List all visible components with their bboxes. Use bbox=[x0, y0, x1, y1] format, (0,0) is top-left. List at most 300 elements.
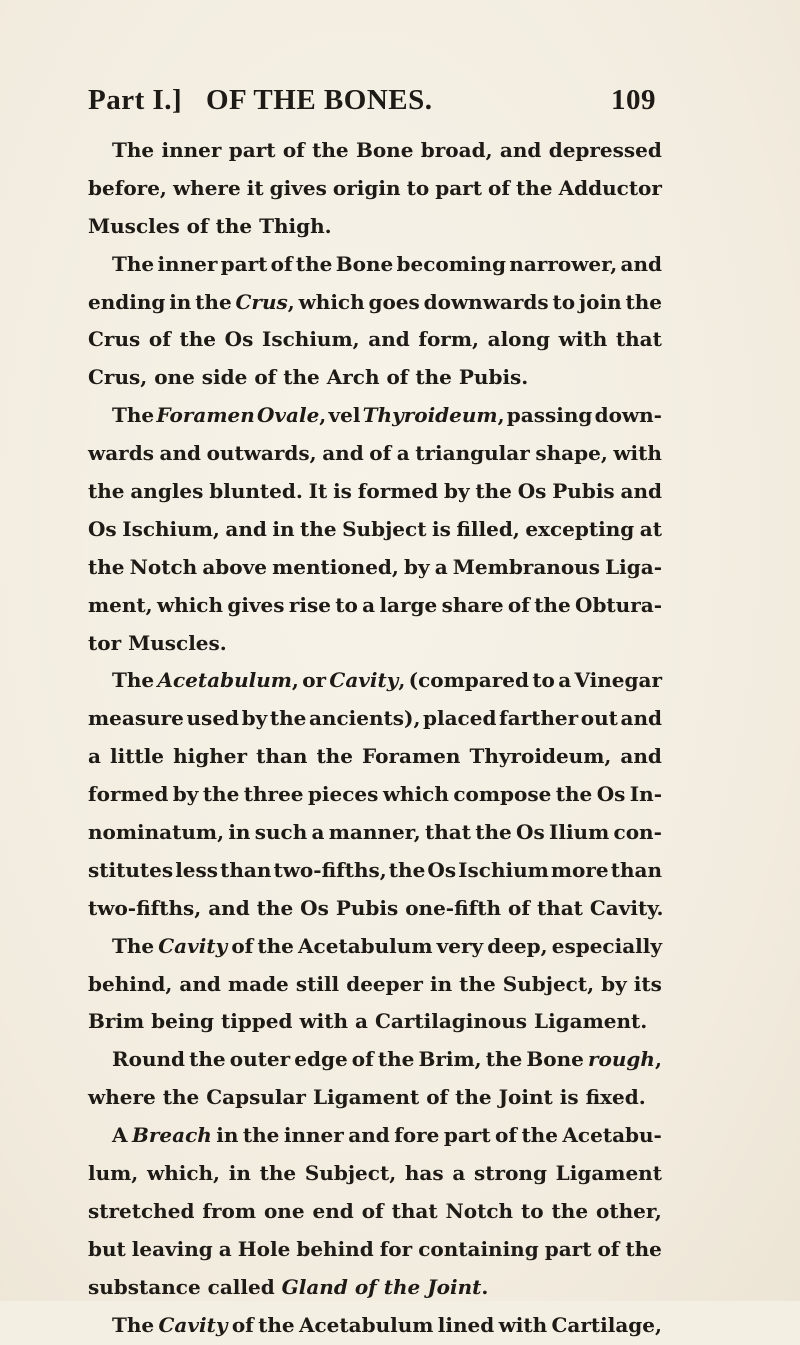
word: the bbox=[259, 1161, 297, 1186]
running-header bbox=[88, 84, 656, 124]
word: angles bbox=[130, 479, 204, 504]
word: containing bbox=[418, 1236, 539, 1261]
word: con- bbox=[613, 820, 662, 845]
word: and bbox=[499, 138, 542, 162]
word: narrower, bbox=[509, 251, 618, 276]
word: and bbox=[322, 441, 364, 466]
word: filled, bbox=[456, 516, 520, 541]
word: where bbox=[172, 175, 241, 200]
word: part bbox=[544, 1236, 592, 1261]
word: Ligament. bbox=[534, 1009, 648, 1034]
word: the bbox=[312, 138, 349, 162]
word: vel bbox=[328, 403, 361, 428]
word: Notch bbox=[129, 554, 198, 579]
word: with bbox=[498, 1312, 548, 1337]
word: along bbox=[487, 327, 551, 352]
word: of bbox=[386, 365, 409, 390]
word: Pubis bbox=[552, 479, 615, 504]
word: that bbox=[391, 1198, 438, 1223]
word: shape, bbox=[535, 441, 608, 466]
word: Bone bbox=[526, 1047, 584, 1072]
word: Capsular bbox=[206, 1085, 306, 1110]
word: nominatum, bbox=[88, 820, 225, 845]
word: of bbox=[354, 1274, 377, 1299]
word: of bbox=[351, 1047, 374, 1072]
word: Bone bbox=[355, 138, 414, 162]
page-number: 109 bbox=[611, 84, 656, 116]
word: Os bbox=[516, 820, 545, 845]
word: Subject, bbox=[304, 1161, 397, 1186]
word: the bbox=[388, 857, 426, 882]
word: ancients), bbox=[308, 706, 421, 731]
word: a bbox=[88, 744, 101, 769]
text-line bbox=[88, 246, 662, 284]
word: especially bbox=[551, 933, 662, 958]
word: Gland bbox=[281, 1274, 348, 1299]
word: with bbox=[299, 1009, 349, 1034]
word: Muscles bbox=[88, 213, 180, 238]
word: more bbox=[550, 857, 609, 882]
word: its bbox=[633, 971, 662, 996]
word: one bbox=[154, 365, 195, 390]
word: Thyroideum, bbox=[362, 403, 505, 428]
text-line bbox=[88, 549, 662, 587]
word: the bbox=[215, 213, 253, 238]
text-line bbox=[88, 966, 662, 1004]
word: Cavity. bbox=[589, 895, 664, 920]
word: Foramen bbox=[362, 744, 461, 769]
word: by bbox=[404, 554, 430, 579]
word: Brim bbox=[88, 1009, 145, 1034]
word: The bbox=[112, 668, 155, 693]
word: Ilium bbox=[548, 820, 610, 845]
word: Os bbox=[427, 857, 457, 882]
word: the bbox=[256, 895, 294, 920]
word: of bbox=[361, 1198, 384, 1223]
word: inner bbox=[283, 1123, 344, 1148]
word: is bbox=[559, 1085, 579, 1110]
word: is bbox=[431, 516, 451, 541]
word: behind, bbox=[88, 971, 173, 996]
text-line bbox=[88, 738, 662, 776]
word: and bbox=[225, 516, 267, 541]
word: which bbox=[382, 782, 449, 807]
word: Notch bbox=[445, 1198, 514, 1223]
word: a bbox=[434, 554, 448, 579]
word: Ovale, bbox=[256, 403, 327, 428]
word: broad, bbox=[420, 138, 493, 162]
word: Os bbox=[88, 516, 117, 541]
word: the bbox=[258, 1312, 295, 1337]
word: Brim, bbox=[418, 1047, 482, 1072]
word: of bbox=[231, 1312, 254, 1337]
word: the bbox=[242, 1123, 280, 1148]
text-line bbox=[88, 1003, 662, 1041]
word: two-fifths, bbox=[273, 857, 387, 882]
word: inner bbox=[161, 138, 222, 162]
word: join bbox=[578, 289, 622, 314]
text-line bbox=[88, 814, 662, 852]
word: of bbox=[148, 327, 171, 352]
word: Adductor bbox=[558, 175, 662, 200]
word: Joint. bbox=[427, 1274, 489, 1299]
text-line bbox=[88, 435, 662, 473]
word: depressed bbox=[548, 138, 662, 162]
word: Ligament bbox=[312, 1085, 420, 1110]
word: a bbox=[558, 668, 572, 693]
word: the bbox=[195, 289, 232, 314]
word: the bbox=[316, 744, 353, 769]
word: passing bbox=[506, 403, 593, 428]
word: the bbox=[475, 479, 512, 504]
word: measure bbox=[88, 706, 184, 731]
word: compose bbox=[453, 782, 552, 807]
word: large bbox=[379, 592, 438, 617]
word: of bbox=[369, 441, 392, 466]
word: has bbox=[404, 1161, 444, 1186]
word: goes bbox=[368, 289, 420, 314]
word: the bbox=[283, 365, 320, 390]
word: that bbox=[536, 895, 583, 920]
page-title: OF THE BONES. bbox=[206, 84, 433, 116]
text-line bbox=[88, 1231, 662, 1269]
word: and bbox=[159, 441, 202, 466]
word: Acetabulum bbox=[298, 933, 433, 958]
word: formed bbox=[88, 782, 169, 807]
word: Pubis bbox=[335, 895, 399, 920]
word: tipped bbox=[220, 1009, 293, 1034]
word: of bbox=[488, 175, 510, 200]
word: rough, bbox=[588, 1047, 662, 1072]
word: Os bbox=[517, 479, 547, 504]
word: Ischium, bbox=[122, 516, 220, 541]
word: down- bbox=[594, 403, 662, 428]
word: part bbox=[435, 175, 482, 200]
word: Thigh. bbox=[259, 213, 332, 238]
word: and bbox=[208, 895, 250, 920]
word: origin bbox=[332, 175, 401, 200]
word: (compared bbox=[408, 668, 529, 693]
word: to bbox=[521, 1198, 544, 1223]
word: Cartilage, bbox=[551, 1312, 662, 1337]
word: Vinegar bbox=[574, 668, 662, 693]
word: Crus, bbox=[235, 289, 295, 314]
text-line bbox=[88, 170, 662, 208]
word: strong bbox=[474, 1161, 547, 1186]
word: Ischium bbox=[458, 857, 549, 882]
word: the bbox=[534, 592, 571, 617]
text-line bbox=[88, 511, 662, 549]
word: of bbox=[231, 933, 254, 958]
text-line bbox=[88, 625, 662, 663]
word: one bbox=[263, 1198, 305, 1223]
word: a bbox=[396, 441, 410, 466]
word: Cartilaginous bbox=[374, 1009, 528, 1034]
word: of bbox=[508, 895, 530, 920]
word: the bbox=[189, 1047, 226, 1072]
word: the bbox=[383, 1274, 421, 1299]
word: pieces bbox=[307, 782, 379, 807]
word: the bbox=[625, 1236, 662, 1261]
word: the bbox=[521, 1123, 558, 1148]
word: of bbox=[426, 1085, 449, 1110]
word: end bbox=[312, 1198, 354, 1223]
word: the bbox=[179, 327, 217, 352]
word: part bbox=[228, 138, 276, 162]
text-line bbox=[88, 1193, 662, 1231]
word: Os bbox=[596, 782, 626, 807]
word: made bbox=[227, 971, 289, 996]
word: a bbox=[355, 1009, 368, 1034]
word: that bbox=[615, 327, 662, 352]
word: Crus bbox=[88, 327, 141, 352]
word: edge bbox=[294, 1047, 348, 1072]
word: substance bbox=[88, 1274, 201, 1299]
text-line bbox=[88, 1155, 662, 1193]
word: in bbox=[228, 1161, 251, 1186]
word: where bbox=[88, 1085, 156, 1110]
word: downwards bbox=[423, 289, 549, 314]
word: to bbox=[552, 289, 576, 314]
word: very bbox=[436, 933, 484, 958]
word: in bbox=[228, 820, 251, 845]
text-line bbox=[88, 890, 662, 928]
word: Cavity bbox=[158, 1312, 228, 1337]
word: part bbox=[443, 1123, 491, 1148]
word: fore bbox=[394, 1123, 440, 1148]
word: higher bbox=[173, 744, 248, 769]
word: Obtura- bbox=[575, 592, 662, 617]
text-line bbox=[88, 359, 662, 397]
word: the bbox=[625, 289, 662, 314]
word: which, bbox=[146, 1161, 221, 1186]
word: Acetabu- bbox=[562, 1123, 662, 1148]
word: Acetabulum, bbox=[157, 668, 299, 693]
word: The bbox=[112, 138, 155, 162]
word: It bbox=[308, 479, 328, 504]
text-line bbox=[88, 1117, 662, 1155]
text-line bbox=[88, 208, 662, 246]
word: Liga- bbox=[605, 554, 662, 579]
word: from bbox=[202, 1198, 257, 1223]
word: still bbox=[295, 971, 340, 996]
word: out bbox=[580, 706, 618, 731]
word: the bbox=[88, 479, 125, 504]
word: but bbox=[88, 1236, 126, 1261]
word: Round bbox=[112, 1047, 186, 1072]
word: Crus, bbox=[88, 365, 148, 390]
word: the bbox=[485, 1047, 523, 1072]
text-line bbox=[88, 284, 662, 322]
word: lined bbox=[437, 1312, 495, 1337]
word: the bbox=[475, 820, 512, 845]
word: gives bbox=[269, 175, 327, 200]
word: form, bbox=[418, 327, 479, 352]
word: other, bbox=[596, 1198, 662, 1223]
word: Subject, bbox=[502, 971, 595, 996]
word: tor bbox=[88, 630, 122, 655]
word: Ligament bbox=[555, 1161, 662, 1186]
word: stitutes bbox=[88, 857, 174, 882]
word: the bbox=[295, 251, 333, 276]
word: to bbox=[532, 668, 555, 693]
word: mentioned, bbox=[272, 554, 399, 579]
text-line bbox=[88, 1041, 662, 1079]
word: Foramen bbox=[156, 403, 255, 428]
word: such bbox=[254, 820, 308, 845]
word: blunted. bbox=[209, 479, 303, 504]
word: Os bbox=[224, 327, 254, 352]
word: above bbox=[202, 554, 267, 579]
word: in bbox=[429, 971, 453, 996]
word: The bbox=[112, 251, 155, 276]
word: to bbox=[335, 592, 358, 617]
text-line bbox=[88, 776, 662, 814]
word: side bbox=[201, 365, 248, 390]
word: the bbox=[257, 933, 294, 958]
text-line bbox=[88, 132, 662, 170]
word: it bbox=[246, 175, 264, 200]
text-line bbox=[88, 1307, 662, 1345]
word: rise bbox=[288, 592, 331, 617]
word: becoming bbox=[396, 251, 507, 276]
word: of bbox=[507, 592, 530, 617]
word: Breach bbox=[131, 1123, 212, 1148]
word: the bbox=[162, 1085, 200, 1110]
word: and bbox=[620, 479, 662, 504]
word: the bbox=[300, 516, 337, 541]
word: which bbox=[298, 289, 365, 314]
word: or bbox=[302, 668, 327, 693]
text-line bbox=[88, 587, 662, 625]
text-line bbox=[88, 928, 662, 966]
word: part bbox=[220, 251, 268, 276]
word: with bbox=[613, 441, 662, 466]
word: called bbox=[207, 1274, 275, 1299]
word: of bbox=[254, 365, 277, 390]
word: and bbox=[368, 327, 410, 352]
word: farther bbox=[499, 706, 579, 731]
word: placed bbox=[423, 706, 497, 731]
word: and bbox=[348, 1123, 390, 1148]
word: with bbox=[558, 327, 608, 352]
word: and bbox=[620, 251, 662, 276]
text-line bbox=[88, 700, 662, 738]
word: is bbox=[333, 479, 352, 504]
word: the bbox=[459, 971, 496, 996]
word: Thyroideum, bbox=[469, 744, 612, 769]
word: a bbox=[362, 592, 376, 617]
word: of bbox=[186, 213, 209, 238]
word: for bbox=[379, 1236, 413, 1261]
word: by bbox=[172, 782, 199, 807]
word: triangular bbox=[415, 441, 530, 466]
text-line bbox=[88, 662, 662, 700]
word: Acetabulum bbox=[298, 1312, 434, 1337]
text-line bbox=[88, 1079, 662, 1117]
word: outer bbox=[229, 1047, 291, 1072]
word: at bbox=[639, 516, 662, 541]
word: the bbox=[551, 1198, 589, 1223]
word: ment, bbox=[88, 592, 153, 617]
word: Cavity bbox=[158, 933, 228, 958]
word: the bbox=[269, 706, 307, 731]
word: the bbox=[455, 1085, 492, 1110]
word: used bbox=[186, 706, 240, 731]
word: The bbox=[112, 1312, 155, 1337]
word: of bbox=[270, 251, 293, 276]
word: A bbox=[112, 1123, 128, 1148]
word: than bbox=[610, 857, 662, 882]
word: manner, bbox=[328, 820, 421, 845]
word: a bbox=[452, 1161, 466, 1186]
word: the bbox=[202, 782, 240, 807]
word: than bbox=[256, 744, 308, 769]
word: of bbox=[282, 138, 305, 162]
word: in bbox=[169, 289, 192, 314]
text-line bbox=[88, 321, 662, 359]
word: little bbox=[110, 744, 165, 769]
part-label: Part I.] bbox=[88, 84, 183, 116]
word: being bbox=[151, 1009, 215, 1034]
word: three bbox=[243, 782, 304, 807]
word: gives bbox=[227, 592, 285, 617]
word: by bbox=[601, 971, 627, 996]
word: Pubis. bbox=[458, 365, 529, 390]
word: than bbox=[220, 857, 272, 882]
text-line bbox=[88, 852, 662, 890]
word: and bbox=[620, 706, 662, 731]
word: the bbox=[88, 554, 125, 579]
word: behind bbox=[296, 1236, 374, 1261]
word: deep, bbox=[487, 933, 548, 958]
word: deeper bbox=[346, 971, 423, 996]
word: the bbox=[555, 782, 593, 807]
word: the bbox=[377, 1047, 415, 1072]
word: The bbox=[112, 933, 155, 958]
word: ending bbox=[88, 289, 166, 314]
word: Muscles. bbox=[128, 630, 227, 655]
word: and bbox=[179, 971, 221, 996]
word: to bbox=[406, 175, 430, 200]
word: one-fifth bbox=[405, 895, 502, 920]
word: and bbox=[620, 744, 662, 769]
word: In- bbox=[629, 782, 662, 807]
word: Os bbox=[300, 895, 329, 920]
word: by bbox=[443, 479, 470, 504]
word: wards bbox=[88, 441, 154, 466]
word: stretched bbox=[88, 1198, 195, 1223]
word: the bbox=[516, 175, 553, 200]
word: two-fifths, bbox=[88, 895, 202, 920]
word: Subject bbox=[342, 516, 427, 541]
word: share bbox=[441, 592, 504, 617]
text-line bbox=[88, 473, 662, 511]
word: which bbox=[156, 592, 224, 617]
word: The bbox=[112, 403, 155, 428]
body-text bbox=[88, 132, 662, 1345]
word: in bbox=[216, 1123, 239, 1148]
word: fixed. bbox=[585, 1085, 646, 1110]
word: Arch bbox=[326, 365, 380, 390]
word: leaving bbox=[131, 1236, 213, 1261]
word: by bbox=[241, 706, 268, 731]
word: of bbox=[597, 1236, 620, 1261]
word: in bbox=[272, 516, 295, 541]
word: Joint bbox=[498, 1085, 553, 1110]
word: before, bbox=[88, 175, 167, 200]
word: outwards, bbox=[206, 441, 317, 466]
